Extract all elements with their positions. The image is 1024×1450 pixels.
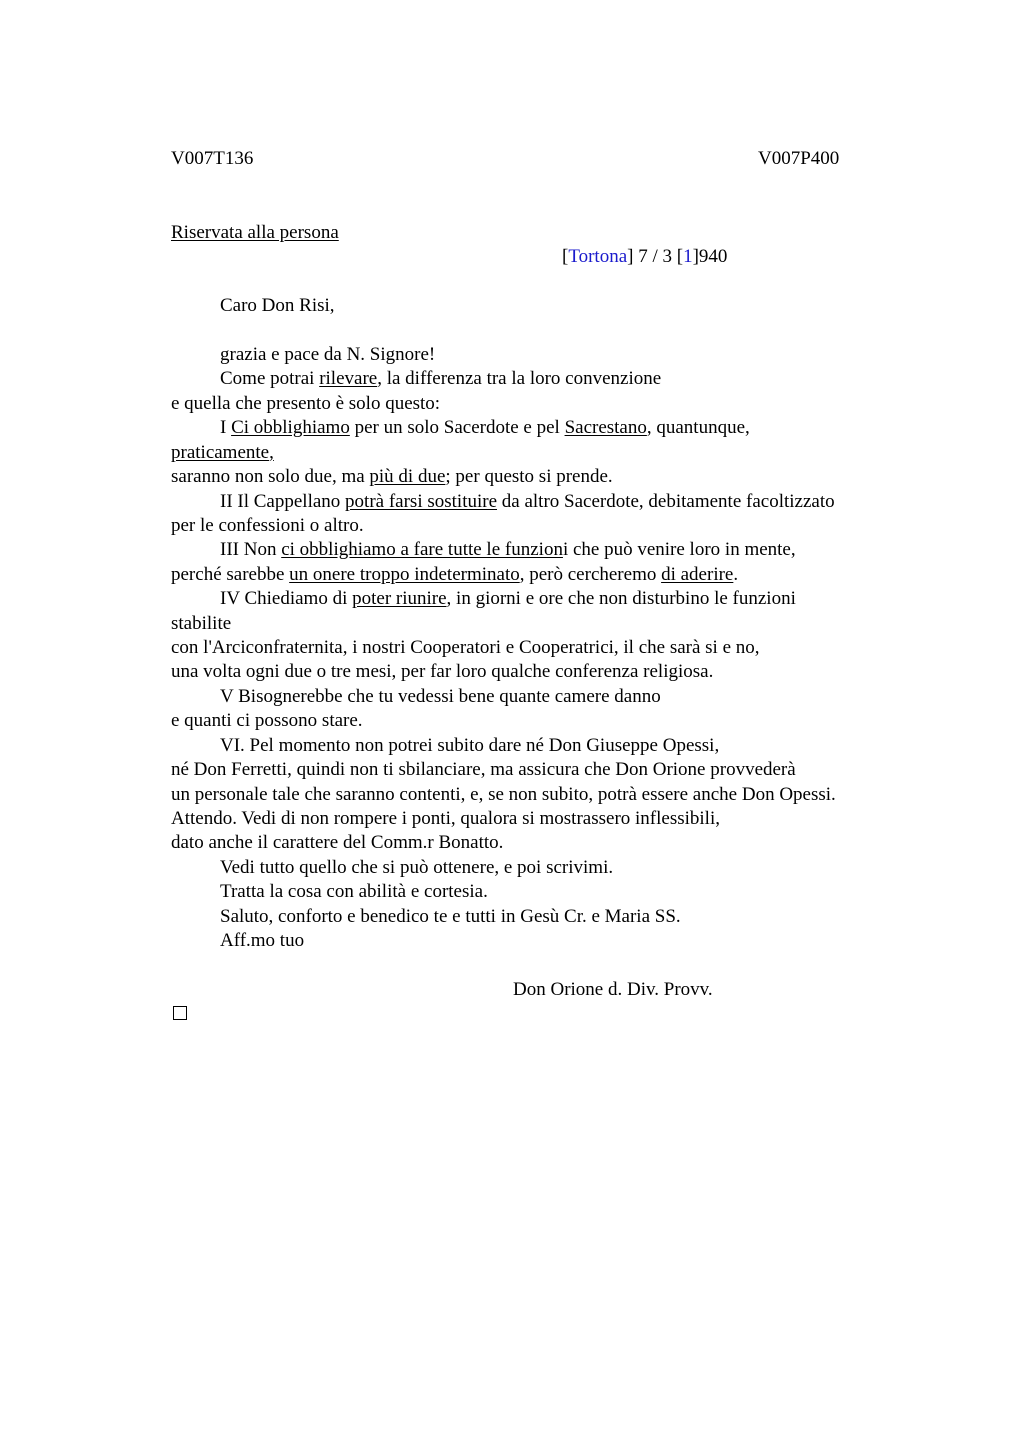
body-line: per le confessioni o altro. [171, 515, 364, 536]
text: , la differenza tra la loro convenzione [377, 368, 662, 389]
body-line: né Don Ferretti, quindi non ti sbilanciare, ma assicura che Don Orione provvederà [171, 759, 796, 780]
point-2 [220, 491, 835, 513]
text: Come potrai [220, 368, 320, 389]
underlined-text: più di due [369, 466, 446, 487]
text: ; per questo si prende. [445, 466, 613, 487]
text: III Non [220, 539, 282, 560]
text: per un solo Sacerdote e pel [349, 417, 565, 438]
text: da altro Sacerdote, debitamente facoltizzato [497, 491, 835, 512]
text: . [733, 564, 739, 585]
dateline-close: ]940 [692, 246, 728, 267]
body-line [171, 442, 274, 464]
closing-line: Tratta la cosa con abilità e cortesia. [220, 881, 488, 902]
underlined-text: ci obblighiamo a fare tutte le funzion [281, 539, 563, 560]
reserved-note: Riservata alla persona [171, 222, 339, 243]
text: perché sarebbe [171, 564, 290, 585]
closing-line: Saluto, conforto e benedico te e tutti in Gesù Cr. e Maria SS. [220, 906, 681, 927]
text: II Il Cappellano [220, 491, 346, 512]
dateline-century: 1 [683, 246, 693, 267]
doc-code-left: V007T136 [171, 148, 254, 169]
body-line: Attendo. Vedi di non rompere i ponti, qualora si mostrassero inflessibili, [171, 808, 720, 829]
text: , però cercheremo [519, 564, 662, 585]
point-6: VI. Pel momento non potrei subito dare né Don Giuseppe Opessi, [220, 735, 720, 756]
body-line: un personale tale che saranno contenti, e, se non subito, potrà essere anche Don Opessi. [171, 784, 836, 805]
point-1 [220, 417, 750, 439]
salutation: Caro Don Risi, [220, 295, 335, 316]
text: , [269, 442, 274, 463]
text: I [220, 417, 232, 438]
dateline-mid: ] 7 / 3 [ [627, 246, 684, 267]
dateline-open: [ [562, 246, 569, 267]
body-line [220, 368, 661, 390]
signature: Don Orione d. Div. Provv. [513, 979, 713, 1000]
closing-line: Aff.mo tuo [220, 930, 305, 951]
point-3 [220, 539, 796, 561]
underlined-text: poter riunire [352, 588, 447, 609]
underlined-text: Sacrestano [564, 417, 647, 438]
underlined-text: un onere troppo indeterminato [289, 564, 520, 585]
text: saranno non solo due, ma [171, 466, 370, 487]
body-line [171, 466, 613, 488]
text: , in giorni e ore che non disturbino le funzioni [446, 588, 796, 609]
underlined-text: praticamente [171, 442, 270, 463]
doc-code-right: V007P400 [758, 148, 840, 169]
dateline-place: Tortona [568, 246, 628, 267]
underlined-text: rilevare [319, 368, 378, 389]
underlined-text: Ci obblighiamo [231, 417, 350, 438]
greeting: grazia e pace da N. Signore! [220, 344, 436, 365]
body-line: una volta ogni due o tre mesi, per far loro qualche conferenza religiosa. [171, 661, 714, 682]
body-line [171, 564, 738, 586]
body-line: e quella che presento è solo questo: [171, 393, 441, 414]
checkbox-icon [173, 1006, 187, 1020]
underlined-text: di aderire [661, 564, 734, 585]
point-4 [220, 588, 796, 610]
point-5: V Bisognerebbe che tu vedessi bene quante camere danno [220, 686, 661, 707]
dateline [562, 246, 727, 268]
underlined-text: potrà farsi sostituire [345, 491, 498, 512]
text: i che può venire loro in mente, [562, 539, 796, 560]
body-line: con l'Arciconfraternita, i nostri Cooperatori e Cooperatrici, il che sarà si e no, [171, 637, 760, 658]
body-line: e quanti ci possono stare. [171, 710, 363, 731]
closing-line: Vedi tutto quello che si può ottenere, e poi scrivimi. [220, 857, 614, 878]
body-line: stabilite [171, 613, 232, 634]
body-line: dato anche il carattere del Comm.r Bonatto. [171, 832, 504, 853]
text: IV Chiediamo di [220, 588, 353, 609]
text: , quantunque, [646, 417, 750, 438]
